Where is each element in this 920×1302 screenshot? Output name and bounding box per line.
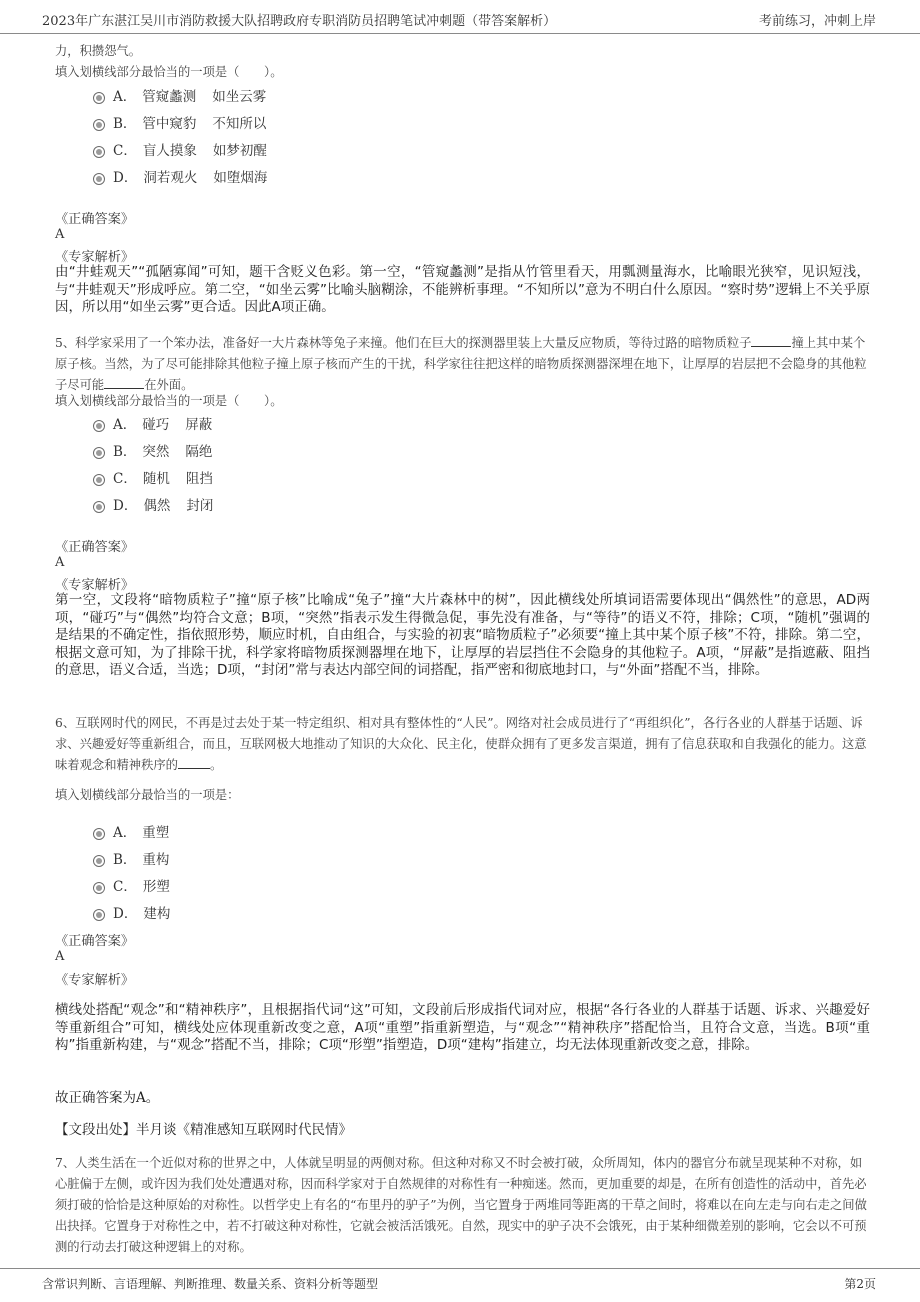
q6-answer-label: 《正确答案》 (55, 934, 135, 949)
q6-option-a[interactable]: A． 重塑 (93, 821, 169, 841)
q6-analysis: 横线处搭配“观念”和“精神秩序”，且根据指代词“这”可知，文段前后形成指代词对应，根据“各行各业的人群基于话题、诉求、兴趣爱好等重新组合”可知，横线处应体现重新改变之意，A项“重塑”指重新塑造，与“观念”“精神秩序”搭配恰当，且符合文意，当选。B项“重构”指重新构建，与“观念”搭配不当，排除；C项“形塑”指塑造，D项“建构”指建立，均无法体现重新改变之意，排除。 (55, 1002, 870, 1054)
q4-option-c[interactable]: C． 盲人摸象 如梦初醒 (93, 139, 267, 159)
q5-analysis-label: 《专家解析》 (55, 578, 135, 593)
q6-prompt: 填入划横线部分最恰当的一项是： (55, 788, 240, 802)
radio-icon[interactable] (93, 909, 105, 921)
footer-note: 含常识判断、言语理解、判断推理、数量关系、资料分析等题型 (42, 1277, 379, 1291)
radio-icon[interactable] (93, 173, 105, 185)
radio-icon[interactable] (93, 828, 105, 840)
q6-option-d[interactable]: D． 建构 (93, 902, 170, 922)
page-header (0, 0, 920, 34)
q4-option-b[interactable]: B． 管中窥豹 不知所以 (93, 112, 266, 132)
q5-answer: A (55, 555, 65, 570)
q6-option-b[interactable]: B． 重构 (93, 848, 169, 868)
q7-stem: 7、人类生活在一个近似对称的世界之中，人体就呈明显的两侧对称。但这种对称又不时会被打破，众所周知，体内的器官分布就呈现某种不对称，如心脏偏于左侧，或许因为我们处处遭遇对称，因而科学家对于自然规律的对称性有一种痴迷。然而，更加重要的却是，在所有创造性的活动中，首先必须打破的恰恰是这种原始的对称性。以哲学史上有名的“布里丹的驴子”为例，当它置身于两堆同等距离的干草之间时，将难以在向左走与向右走之间做出抉择。它置身于对称性之中，若不打破这种对称性，它就会被活活饿死。自然，现实中的驴子决不会饿死，由于某种细微差别的影响，它会以不可预测的行动去打破这种逻辑上的对称。 (55, 1156, 867, 1254)
q5-blank-1 (751, 334, 791, 347)
radio-icon[interactable] (93, 501, 105, 513)
radio-icon[interactable] (93, 474, 105, 486)
q6-analysis-label: 《专家解析》 (55, 973, 135, 988)
radio-icon[interactable] (93, 420, 105, 432)
q6-answer: A (55, 949, 65, 964)
q5-blank-2 (104, 376, 144, 389)
q5-stem: 5、科学家采用了一个笨办法，准备好一大片森林等兔子来撞。他们在巨大的探测器里装上大量反应物质，等待过路的暗物质粒子 撞上其中某个原子核。当然，为了尽可能排除其他粒子撞上原子核而产生的干扰，科学家往往把这样的暗物质探测器深埋在地下，让厚厚的岩层把不会隐身的其他粒子尽可能 在外面。 (55, 336, 867, 392)
page-footer (0, 1268, 920, 1302)
q5-option-a[interactable]: A． 碰巧 屏蔽 (93, 413, 212, 433)
radio-icon[interactable] (93, 146, 105, 158)
q5-answer-label: 《正确答案》 (55, 540, 135, 555)
q4-analysis: 由“井蛙观天”“孤陋寡闻”可知，题干含贬义色彩。第一空，“管窥蠡测”是指从竹管里看天，用瓢测量海水，比喻眼光狭窄，见识短浅，与“井蛙观天”形成呼应。第二空，“如坐云雾”比喻头脑糊涂，不能辨析事理。“不知所以”意为不明白什么原因。“察时势”逻辑上不关乎原因，所以用“如坐云雾”更合适。因此A项正确。 (55, 264, 870, 316)
radio-icon[interactable] (93, 119, 105, 131)
q6-stem: 6、互联网时代的网民，不再是过去处于某一特定组织、相对具有整体性的“人民”。网络对社会成员进行了“再组织化”，各行各业的人群基于话题、诉求、兴趣爱好等重新组合，而且，互联网极大地推动了知识的大众化、民主化，使群众拥有了更多发言渠道，拥有了信息获取和自我强化的能力。这意味着观念和精神秩序的 。 (55, 716, 867, 772)
q5-option-c[interactable]: C． 随机 阻挡 (93, 467, 213, 487)
q6-source: 【文段出处】半月谈《精准感知互联网时代民情》 (55, 1122, 352, 1138)
q6-conclusion: 故正确答案为A。 (55, 1090, 160, 1106)
q5-analysis: 第一空，文段将“暗物质粒子”撞“原子核”比喻成“兔子”撞“大片森林中的树”，因此横线处所填词语需要体现出“偶然性”的意思，AD两项，“碰巧”与“偶然”均符合文意；B项，“突然”指表示发生得微急促，事先没有准备，与“等待”的语义不符，排除；C项，“随机”强调的是结果的不确定性，指依照形势，顺应时机，自由组合，与实验的初衷“暗物质粒子”必须要“撞上其中某个原子核”不符，排除。第二空，根据文意可知，为了排除干扰，科学家将暗物质探测器埋在地下，让厚厚的岩层挡住不会隐身的其他粒子。A项，“屏蔽”是指遮蔽、阻挡的意思，语义合适，当选；D项，“封闭”常与表达内部空间的词搭配，指严密和彻底地封口，与“外面”搭配不当，排除。 (55, 592, 870, 679)
q6-option-c[interactable]: C． 形塑 (93, 875, 170, 895)
q4-answer-label: 《正确答案》 (55, 212, 135, 227)
q4-prompt: 填入划横线部分最恰当的一项是（ ）。 (55, 65, 283, 79)
radio-icon[interactable] (93, 92, 105, 104)
radio-icon[interactable] (93, 855, 105, 867)
q5-option-b[interactable]: B． 突然 隔绝 (93, 440, 212, 460)
radio-icon[interactable] (93, 447, 105, 459)
q5-option-d[interactable]: D． 偶然 封闭 (93, 494, 213, 514)
header-slogan: 考前练习，冲刺上岸 (758, 14, 876, 29)
q4-option-d[interactable]: D． 洞若观火 如堕烟海 (93, 166, 267, 186)
q4-analysis-label: 《专家解析》 (55, 250, 135, 265)
q4-stem-tail: 力，积攒怨气。 (55, 44, 142, 58)
page-number: 第2页 (844, 1277, 876, 1291)
q5-prompt: 填入划横线部分最恰当的一项是（ ）。 (55, 394, 283, 408)
q6-blank (178, 756, 210, 769)
q4-option-a[interactable]: A． 管窥蠡测 如坐云雾 (93, 85, 266, 105)
q4-answer: A (55, 227, 65, 242)
document-title: 2023年广东湛江吴川市消防救援大队招聘政府专职消防员招聘笔试冲刺题（带答案解析） (42, 14, 557, 29)
radio-icon[interactable] (93, 882, 105, 894)
